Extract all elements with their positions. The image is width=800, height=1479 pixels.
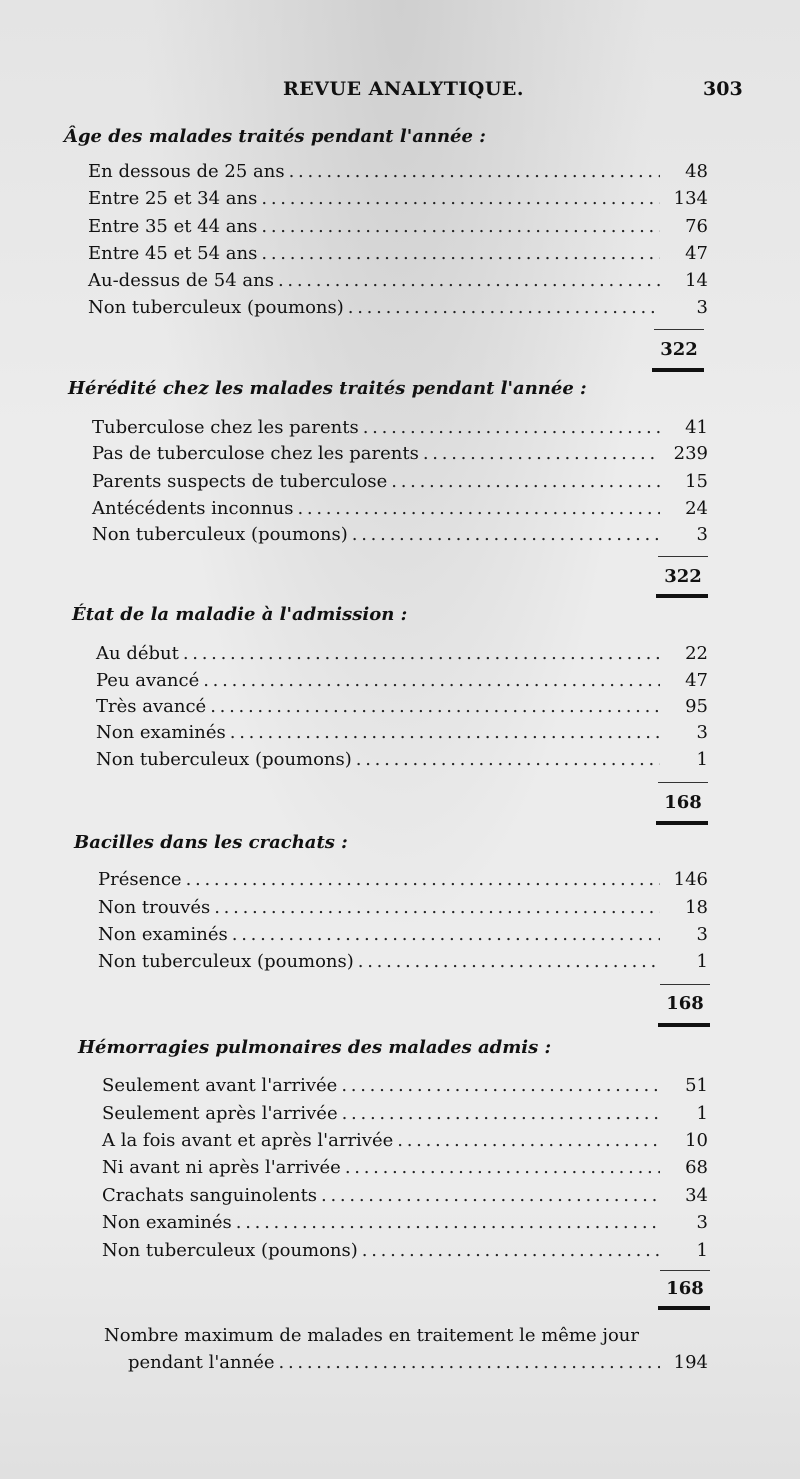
row-value: 18 xyxy=(685,897,708,918)
leader-dots xyxy=(348,297,660,318)
leader-dots xyxy=(321,1185,660,1206)
leader-dots xyxy=(279,1352,661,1373)
total-underline xyxy=(656,594,708,598)
final-text-line1: Nombre maximum de malades en traitement le même jour xyxy=(104,1325,639,1346)
leader-dots xyxy=(391,471,660,492)
table-row xyxy=(96,643,708,669)
leader-dots xyxy=(362,1240,660,1261)
leader-dots xyxy=(342,1103,660,1124)
row-label: Non tuberculeux (poumons) xyxy=(98,951,354,972)
row-value: 95 xyxy=(685,696,708,717)
table-row xyxy=(96,722,708,748)
row-value: 15 xyxy=(685,471,708,492)
row-value: 14 xyxy=(685,270,708,291)
leader-dots xyxy=(203,670,660,691)
row-label: Entre 45 et 54 ans xyxy=(88,243,258,264)
row-value: 3 xyxy=(696,524,708,545)
row-label: Entre 25 et 34 ans xyxy=(88,188,258,209)
row-label: Peu avancé xyxy=(96,670,200,691)
table-row xyxy=(88,161,708,187)
total-underline xyxy=(658,1306,710,1310)
row-value: 239 xyxy=(673,443,708,464)
leader-dots xyxy=(423,443,660,464)
section-total: 322 xyxy=(660,339,698,360)
leader-dots xyxy=(230,722,660,743)
row-value: 3 xyxy=(696,924,708,945)
leader-dots xyxy=(278,270,660,291)
leader-dots xyxy=(186,869,660,890)
row-value: 1 xyxy=(696,1240,708,1261)
row-value: 34 xyxy=(685,1185,708,1206)
row-label: Non examinés xyxy=(96,722,226,743)
row-label: Ni avant ni après l'arrivée xyxy=(102,1157,341,1178)
row-label: Non tuberculeux (poumons) xyxy=(92,524,348,545)
leader-dots xyxy=(358,951,660,972)
leader-dots xyxy=(214,897,660,918)
sum-rule xyxy=(660,984,710,985)
table-row xyxy=(92,417,708,443)
leader-dots xyxy=(210,696,660,717)
leader-dots xyxy=(261,243,660,264)
row-label: Au-dessus de 54 ans xyxy=(88,270,274,291)
leader-dots xyxy=(397,1130,660,1151)
row-value: 3 xyxy=(696,297,708,318)
section-total: 168 xyxy=(666,1278,704,1299)
row-label: Non examinés xyxy=(98,924,228,945)
leader-dots xyxy=(345,1157,660,1178)
table-row xyxy=(88,270,708,296)
sum-rule xyxy=(660,1270,710,1271)
section-title-bacilles: Bacilles dans les crachats : xyxy=(74,832,348,853)
leader-dots xyxy=(261,188,660,209)
section-title-age: Âge des malades traités pendant l'année : xyxy=(64,126,486,147)
row-label: Entre 35 et 44 ans xyxy=(88,216,258,237)
table-row xyxy=(88,188,708,214)
row-value: 24 xyxy=(685,498,708,519)
section-title-hemorragies: Hémorragies pulmonaires des malades admis : xyxy=(78,1037,552,1058)
total-underline xyxy=(656,821,708,825)
section-title-etat: État de la maladie à l'admission : xyxy=(72,604,408,625)
row-label: Au début xyxy=(96,643,179,664)
table-row xyxy=(102,1075,708,1101)
leader-dots xyxy=(352,524,660,545)
row-value: 1 xyxy=(696,1103,708,1124)
table-row xyxy=(98,869,708,895)
table-row xyxy=(92,443,708,469)
row-value: 51 xyxy=(685,1075,708,1096)
row-value: 146 xyxy=(673,869,708,890)
table-row xyxy=(96,696,708,722)
table-row xyxy=(102,1185,708,1211)
total-underline xyxy=(652,368,704,372)
table-row xyxy=(92,524,708,550)
table-row xyxy=(98,924,708,950)
table-row xyxy=(98,951,708,977)
row-value: 68 xyxy=(685,1157,708,1178)
row-label: pendant l'année xyxy=(128,1352,275,1373)
row-label: Non tuberculeux (poumons) xyxy=(102,1240,358,1261)
row-value: 3 xyxy=(696,1212,708,1233)
row-value: 47 xyxy=(685,243,708,264)
sum-rule xyxy=(658,556,708,557)
leader-dots xyxy=(356,749,660,770)
table-row xyxy=(102,1240,708,1266)
row-label: Antécédents inconnus xyxy=(92,498,294,519)
table-row xyxy=(98,897,708,923)
table-row xyxy=(88,243,708,269)
row-label: En dessous de 25 ans xyxy=(88,161,285,182)
section-total: 322 xyxy=(664,566,702,587)
row-label: Tuberculose chez les parents xyxy=(92,417,359,438)
table-row xyxy=(88,297,708,323)
row-value: 3 xyxy=(696,722,708,743)
table-row xyxy=(102,1212,708,1238)
row-value: 1 xyxy=(696,951,708,972)
row-value: 48 xyxy=(685,161,708,182)
leader-dots xyxy=(261,216,660,237)
row-label: Pas de tuberculose chez les parents xyxy=(92,443,419,464)
leader-dots xyxy=(232,924,660,945)
table-row xyxy=(102,1103,708,1129)
row-value: 41 xyxy=(685,417,708,438)
row-label: A la fois avant et après l'arrivée xyxy=(102,1130,394,1151)
sum-rule xyxy=(658,782,708,783)
row-value: 10 xyxy=(685,1130,708,1151)
leader-dots xyxy=(183,643,660,664)
table-row xyxy=(92,498,708,524)
row-label: Non trouvés xyxy=(98,897,211,918)
sum-rule xyxy=(654,329,704,330)
row-value: 76 xyxy=(685,216,708,237)
section-total: 168 xyxy=(666,993,704,1014)
leader-dots xyxy=(236,1212,660,1233)
table-row xyxy=(102,1157,708,1183)
row-label: Présence xyxy=(98,869,182,890)
row-value: 22 xyxy=(685,643,708,664)
leader-dots xyxy=(289,161,660,182)
table-row xyxy=(96,749,708,775)
section-title-heredite: Hérédité chez les malades traités pendant l'année : xyxy=(68,378,587,399)
row-label: Crachats sanguinolents xyxy=(102,1185,318,1206)
row-label: Seulement avant l'arrivée xyxy=(102,1075,338,1096)
row-value: 134 xyxy=(673,188,708,209)
row-label: Très avancé xyxy=(96,696,207,717)
row-value: 47 xyxy=(685,670,708,691)
row-label: Non tuberculeux (poumons) xyxy=(88,297,344,318)
row-value: 194 xyxy=(673,1352,708,1373)
row-label: Non tuberculeux (poumons) xyxy=(96,749,352,770)
leader-dots xyxy=(297,498,660,519)
section-total: 168 xyxy=(664,792,702,813)
table-row xyxy=(88,216,708,242)
row-label: Seulement après l'arrivée xyxy=(102,1103,338,1124)
final-row xyxy=(128,1352,708,1378)
table-row xyxy=(102,1130,708,1156)
total-underline xyxy=(658,1023,710,1027)
row-value: 1 xyxy=(696,749,708,770)
row-label: Non examinés xyxy=(102,1212,232,1233)
leader-dots xyxy=(363,417,660,438)
row-label: Parents suspects de tuberculose xyxy=(92,471,388,492)
table-row xyxy=(96,670,708,696)
table-row xyxy=(92,471,708,497)
page-number: 303 xyxy=(703,78,743,100)
running-head: REVUE ANALYTIQUE. xyxy=(283,78,524,100)
leader-dots xyxy=(341,1075,660,1096)
